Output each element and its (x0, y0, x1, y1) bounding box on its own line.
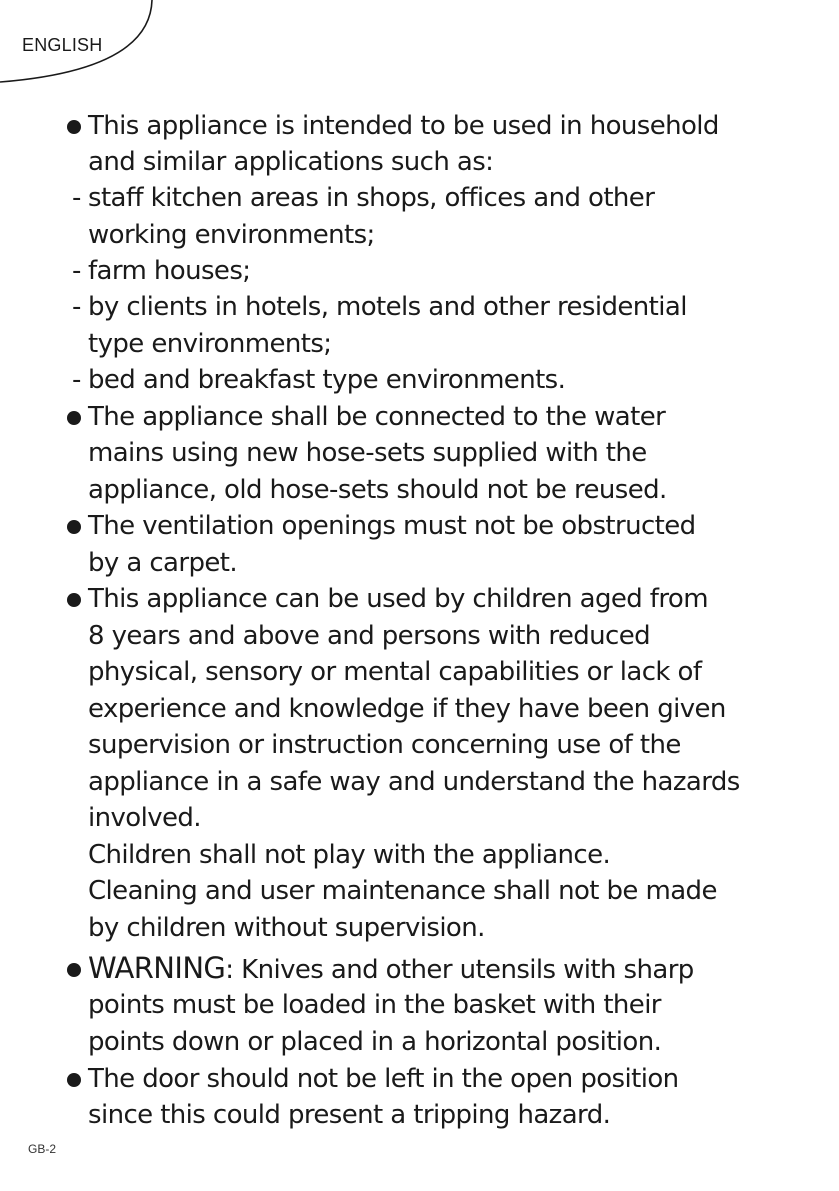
bullet-text-line: by children without supervision. (88, 913, 485, 943)
bullet-text-line: The appliance shall be connected to the water (88, 402, 666, 432)
warning-text: : Knives and other utensils with sharp (225, 955, 694, 985)
warning-label: WARNING (88, 951, 226, 985)
sub-item-text-line: bed and breakfast type environments. (88, 365, 566, 395)
bullet-text-line: experience and knowledge if they have been given (88, 694, 726, 724)
bullet-text-line: The ventilation openings must not be obstructed (88, 511, 696, 541)
bullet-text-line: by a carpet. (88, 548, 238, 578)
bullet-text-line: supervision or instruction concerning use of the (88, 730, 681, 760)
language-label: ENGLISH (22, 35, 103, 55)
sub-item-text-line: type environments; (88, 329, 332, 359)
bullet-dot (67, 520, 81, 534)
warning-text-line (88, 950, 694, 988)
bullet-text-line: physical, sensory or mental capabilities or lack of (88, 657, 702, 687)
sub-item-marker: - (72, 365, 82, 395)
page-number: GB-2 (28, 1142, 57, 1156)
sub-item-text-line: by clients in hotels, motels and other residential (88, 292, 687, 322)
bullet-text-line: This appliance is intended to be used in household (88, 111, 719, 141)
sub-item-marker: - (72, 183, 82, 213)
bullet-dot (67, 963, 81, 977)
bullet-dot (67, 411, 81, 425)
bullet-text-line: Cleaning and user maintenance shall not be made (88, 876, 717, 906)
bullet-text-line: since this could present a tripping hazard. (88, 1100, 611, 1130)
bullet-text-line: involved. (88, 803, 201, 833)
bullet-text-line: This appliance can be used by children aged from (88, 584, 708, 614)
bullet-text-line: The door should not be left in the open position (88, 1064, 679, 1094)
sub-item-text-line: farm houses; (88, 256, 251, 286)
bullet-text-line: appliance, old hose-sets should not be reused. (88, 475, 667, 505)
bullet-dot (67, 1073, 81, 1087)
bullet-dot (67, 120, 81, 134)
bullet-text-line: mains using new hose-sets supplied with the (88, 438, 647, 468)
sub-item-marker: - (72, 256, 82, 286)
sub-item-text-line: working environments; (88, 220, 375, 250)
bullet-text-line: points must be loaded in the basket with their (88, 990, 661, 1020)
bullet-dot (67, 593, 81, 607)
bullet-text-line: 8 years and above and persons with reduced (88, 621, 651, 651)
bullet-text-line: Children shall not play with the appliance. (88, 840, 611, 870)
bullet-text-line: points down or placed in a horizontal position. (88, 1027, 662, 1057)
sub-item-marker: - (72, 292, 82, 322)
bullet-text-line: and similar applications such as: (88, 147, 494, 177)
sub-item-text-line: staff kitchen areas in shops, offices and other (88, 183, 655, 213)
bullet-text-line: appliance in a safe way and understand the hazards (88, 767, 740, 797)
